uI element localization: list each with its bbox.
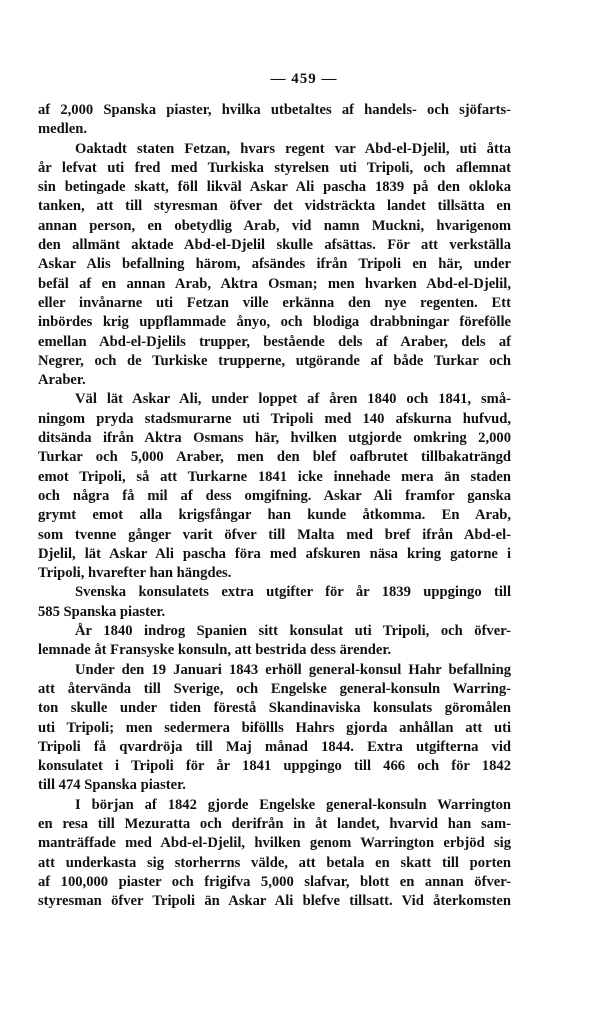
text-line: tanken, att till styresman öfver det vidsträckta landet tillsätta en — [38, 198, 512, 215]
text-line: eller invånarne uti Fetzan ville erkänna den nye regenten. Ett — [38, 294, 512, 311]
text-line: af 100,000 piaster och frigifva 5,000 slafvar, blott en annan öfver- — [38, 873, 512, 890]
page-number: — 459 — — [270, 71, 338, 87]
text-line: Turkar och 5,000 Araber, men den blef oafbrutet tillbakaträngd — [38, 449, 511, 466]
text-line: Svenska konsulatets extra utgifter för år 1839 uppgingo till — [75, 584, 512, 601]
body-text — [38, 101, 511, 911]
text-line: Tripoli få qvardröja till Maj månad 1844. Extra utgifterna vid — [38, 738, 512, 755]
text-line: ningom pryda stadsmurarne uti Tripoli med 140 afskurna hufvud, — [38, 410, 512, 427]
text-line: ditsända ifrån Aktra Osmans här, hvilken utgjorde omkring 2,000 — [38, 430, 511, 447]
text-line: emellan Abd-el-Djelils trupper, bestående dels af Araber, dels af — [38, 333, 511, 350]
text-line: Oaktadt staten Fetzan, hvars regent var Abd-el-Djelil, uti åtta — [75, 140, 511, 157]
text-line: den allmänt aktade Abd-el-Djelil skulle afsättas. För att verkställa — [38, 237, 512, 254]
text-line: 585 Spanska piaster. — [38, 603, 166, 620]
text-line: en resa till Mezuratta och derifrån in åt landet, hvarvid han sam- — [38, 815, 511, 832]
text-line: Väl lät Askar Ali, under loppet af åren 1840 och 1841, små- — [75, 391, 511, 408]
text-line: styresman öfver Tripoli än Askar Ali blefve tillsatt. Vid återkomsten — [38, 893, 511, 910]
text-line: I början af 1842 gjorde Engelske general-konsuln Warrington — [75, 796, 512, 813]
text-line: befäl af en annan Arab, Aktra Osman; men hvarken Abd-el-Djelil, — [38, 275, 511, 292]
text-line: sin betingade skatt, föll likväl Askar Ali pascha 1839 på den okloka — [38, 179, 511, 196]
text-line: Djelil, lät Askar Ali pascha föra med afskuren näsa kring gatorne i — [38, 545, 511, 562]
text-line: till 474 Spanska piaster. — [38, 777, 186, 794]
text-line: ton skulle under tiden förestå Skandinaviska konsulats göromålen — [38, 700, 511, 717]
text-line: inbördes krig uppflammade ånyo, och blodiga drabbningar förefölle — [38, 314, 511, 331]
text-line: Tripoli, hvarefter han hängdes. — [38, 565, 232, 582]
text-line: grymt emot alla krigsfångar han kunde åtkomma. En Arab, — [38, 507, 512, 524]
text-line: att återvända till Sverige, och Engelske general-konsuln Warring- — [38, 680, 511, 697]
text-line: som tvenne gånger varit öfver till Malta med bref ifrån Abd-el- — [38, 526, 512, 543]
text-line: att underkasta sig storherrns välde, att betala en skatt till porten — [38, 854, 512, 871]
text-line: annan person, en obetydlig Arab, vid namn Muckni, hvarigenom — [38, 217, 512, 234]
text-line: Araber. — [38, 372, 86, 389]
text-line: Negrer, och de Turkiske trupperne, utgörande af både Turkar och — [38, 352, 511, 369]
text-line: Askar Alis befallning härom, afsändes ifrån Tripoli en här, under — [38, 256, 512, 273]
text-line: konsulatet i Tripoli för år 1841 uppgingo till 466 och för 1842 — [38, 758, 511, 775]
text-line: år lefvat uti fred med Turkiska styrelsen uti Tripoli, och aflemnat — [38, 159, 511, 176]
text-line: manträffade med Abd-el-Djelil, hvilken genom Warrington erbjöd sig — [38, 835, 512, 852]
text-line: och några få mil af dess omgifning. Askar Ali framfor ganska — [38, 487, 512, 504]
text-line: uti Tripoli; men sedermera biföllls Hahrs gjorda anhållan att uti — [38, 719, 512, 736]
text-line: År 1840 indrog Spanien sitt konsulat uti Tripoli, och öfver- — [75, 623, 511, 640]
text-line: medlen. — [38, 121, 88, 138]
text-line: af 2,000 Spanska piaster, hvilka utbetaltes af handels- och sjöfarts- — [38, 102, 511, 118]
text-line: Under den 19 Januari 1843 erhöll general-konsul Hahr befallning — [75, 661, 511, 678]
text-line: emot Tripoli, så att Turkarne 1841 icke innehade mera än staden — [38, 468, 512, 485]
text-line: lemnade åt Fransyske konsuln, att bestrida dess ärender. — [38, 642, 392, 659]
